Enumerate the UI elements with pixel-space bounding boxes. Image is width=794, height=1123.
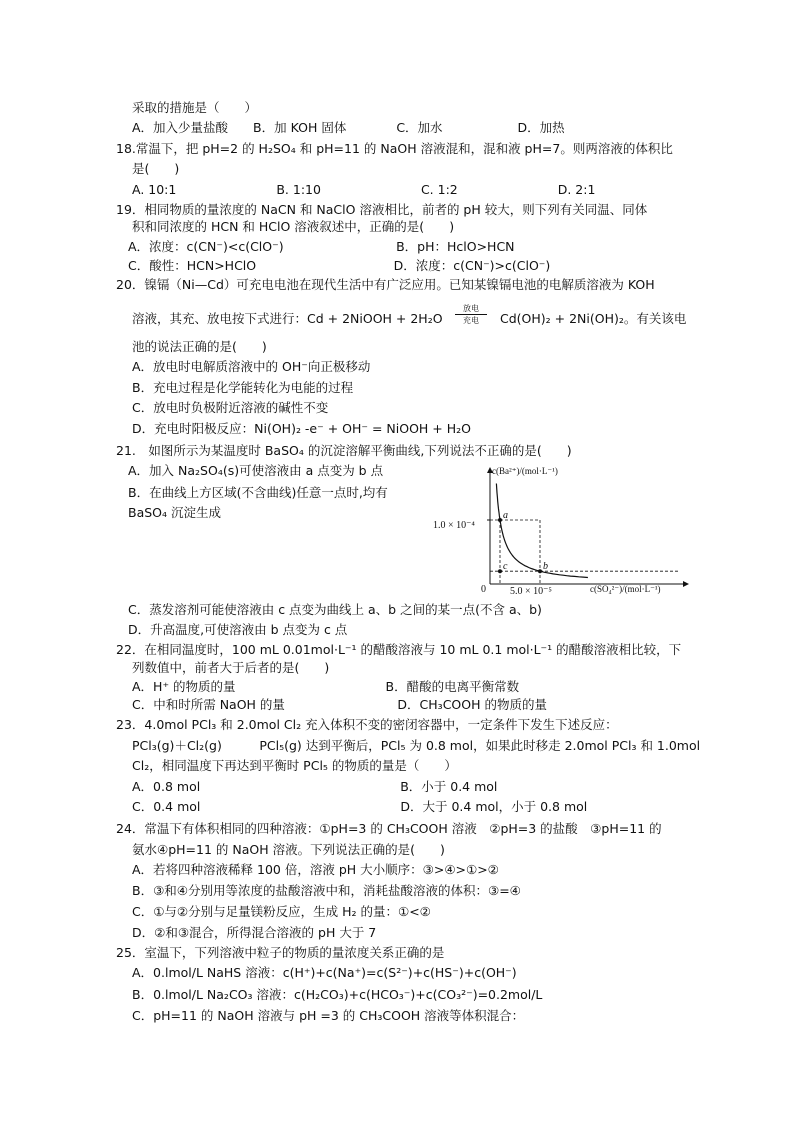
point-a bbox=[498, 518, 502, 522]
text-line: 列数值中，前者大于后者的是( ) bbox=[132, 660, 330, 675]
text-line: 18.常温下，把 pH=2 的 H₂SO₄ 和 pH=11 的 NaOH 溶液混和，混和液 pH=7。则两溶液的体积比 bbox=[116, 141, 673, 156]
text-line: Cl₂，相同温度下再达到平衡时 PCl₅ 的物质的量是（ ） bbox=[132, 758, 457, 773]
reaction-arrow bbox=[451, 304, 491, 325]
text-line: A．加入少量盐酸 B．加 KOH 固体 C．加水 D．加热 bbox=[132, 120, 565, 135]
point-b bbox=[538, 569, 542, 573]
arrow-bar bbox=[455, 314, 487, 315]
x-axis-label: c(SO₄²⁻)/(mol·L⁻¹) bbox=[590, 584, 661, 594]
text-line: 21. 如图所示为某温度时 BaSO₄ 的沉淀溶解平衡曲线,下列说法不正确的是( ) bbox=[116, 443, 572, 458]
text-line: D．②和③混合，所得混合溶液的 pH 大于 7 bbox=[132, 925, 377, 940]
point-label-a: a bbox=[503, 510, 508, 521]
text-line: A．若将四种溶液稀释 100 倍，溶液 pH 大小顺序：③>④>①>② bbox=[132, 862, 499, 877]
text-line: C．中和时所需 NaOH 的量 D．CH₃COOH 的物质的量 bbox=[132, 697, 547, 712]
text-line: 是( ) bbox=[132, 161, 180, 176]
text-line: A．浓度：c(CN⁻)<c(ClO⁻) B．pH：HclO>HCN bbox=[128, 239, 515, 254]
text-line: C．①与②分别与足量镁粉反应，生成 H₂ 的量：①<② bbox=[132, 904, 431, 919]
text-line: A．0.8 mol B．小于 0.4 mol bbox=[132, 779, 498, 794]
point-label-c: c bbox=[503, 561, 508, 573]
text-line: C．0.4 mol D．大于 0.4 mol，小于 0.8 mol bbox=[132, 799, 588, 814]
y-axis-label: c(Ba²⁺)/(mol·L⁻¹) bbox=[492, 466, 558, 476]
text-line: 20．镍镉（Ni—Cd）可充电电池在现代生活中有广泛应用。已知某镍镉电池的电解质溶液为 KOH bbox=[116, 277, 655, 292]
discharge-label: 放电 bbox=[463, 304, 479, 313]
text-line: B．0.lmol/L Na₂CO₃ 溶液：c(H₂CO₃)+c(HCO₃⁻)+c(CO₃²⁻)=0.2mol/L bbox=[132, 987, 543, 1002]
text-line: C．酸性：HCN>HClO D．浓度：c(CN⁻)>c(ClO⁻) bbox=[128, 258, 551, 273]
point-c bbox=[498, 569, 502, 573]
text-line: C．pH=11 的 NaOH 溶液与 pH =3 的 CH₃COOH 溶液等体积混合： bbox=[132, 1008, 525, 1023]
text-line: 22．在相同温度时，100 mL 0.01mol·L⁻¹ 的醋酸溶液与 10 mL 0.1 mol·L⁻¹ 的醋酸溶液相比较，下 bbox=[116, 642, 682, 657]
point-label-b: b bbox=[543, 561, 548, 573]
text-line: D．升高温度,可使溶液由 b 点变为 c 点 bbox=[128, 622, 348, 637]
text-line: D．充电时阳极反应：Ni(OH)₂ -e⁻ + OH⁻ = NiOOH + H₂O bbox=[132, 421, 471, 436]
text-line: 溶液，其充、放电按下式进行：Cd + 2NiOOH + 2H₂O bbox=[132, 311, 443, 326]
text-line: BaSO₄ 沉淀生成 bbox=[128, 505, 221, 520]
x-tick-label: 5.0 × 10⁻⁵ bbox=[510, 586, 552, 597]
text-line: 24．常温下有体积相同的四种溶液：①pH=3 的 CH₃COOH 溶液 ②pH=3 的盐酸 ③pH=11 的 bbox=[116, 821, 662, 836]
text-line: 池的说法正确的是( ) bbox=[132, 339, 267, 354]
text-line: B．③和④分别用等浓度的盐酸溶液中和，消耗盐酸溶液的体积：③=④ bbox=[132, 883, 521, 898]
text-line: C．蒸发溶剂可能使溶液由 c 点变为曲线上 a、b 之间的某一点(不含 a、b) bbox=[128, 602, 542, 617]
text-line: 25．室温下，下列溶液中粒子的物质的量浓度关系正确的是 bbox=[116, 945, 445, 960]
baso4-solubility-chart bbox=[430, 462, 700, 602]
text-line: B．在曲线上方区域(不含曲线)任意一点时,均有 bbox=[128, 485, 388, 500]
text-line: A．H⁺ 的物质的量 B．醋酸的电离平衡常数 bbox=[132, 679, 520, 694]
text-line: 23．4.0mol PCl₃ 和 2.0mol Cl₂ 充入体积不变的密闭容器中，一定条件下发生下述反应： bbox=[116, 717, 618, 732]
text-line: A．加入 Na₂SO₄(s)可使溶液由 a 点变为 b 点 bbox=[128, 463, 384, 478]
charge-label: 充电 bbox=[463, 316, 479, 325]
text-line: 积和同浓度的 HCN 和 HClO 溶液叙述中，正确的是( ) bbox=[132, 219, 455, 234]
origin-label: 0 bbox=[481, 584, 486, 595]
text-line: 采取的措施是（ ） bbox=[132, 100, 258, 115]
text-line: A．0.lmol/L NaHS 溶液：c(H⁺)+c(Na⁺)=c(S²⁻)+c(HS⁻)+c(OH⁻) bbox=[132, 965, 517, 980]
text-line: C．放电时负极附近溶液的碱性不变 bbox=[132, 400, 329, 415]
y-tick-label: 1.0 × 10⁻⁴ bbox=[433, 520, 475, 531]
text-line: B．充电过程是化学能转化为电能的过程 bbox=[132, 380, 354, 395]
text-line: Cd(OH)₂ + 2Ni(OH)₂。有关该电 bbox=[500, 311, 687, 326]
text-line: 19．相同物质的量浓度的 NaCN 和 NaClO 溶液相比，前者的 pH 较大，则下列有关同温、同体 bbox=[116, 202, 648, 217]
text-line: 氨水④pH=11 的 NaOH 溶液。下列说法正确的是( ) bbox=[132, 842, 445, 857]
text-line: A. 10:1 B. 1:10 C. 1:2 D. 2:1 bbox=[132, 182, 596, 197]
text-line: A．放电时电解质溶液中的 OH⁻向正极移动 bbox=[132, 359, 371, 374]
text-line: PCl₃(g)＋Cl₂(g) PCl₅(g) 达到平衡后，PCl₅ 为 0.8 mol，如果此时移走 2.0mol PCl₃ 和 1.0mol bbox=[132, 738, 701, 753]
